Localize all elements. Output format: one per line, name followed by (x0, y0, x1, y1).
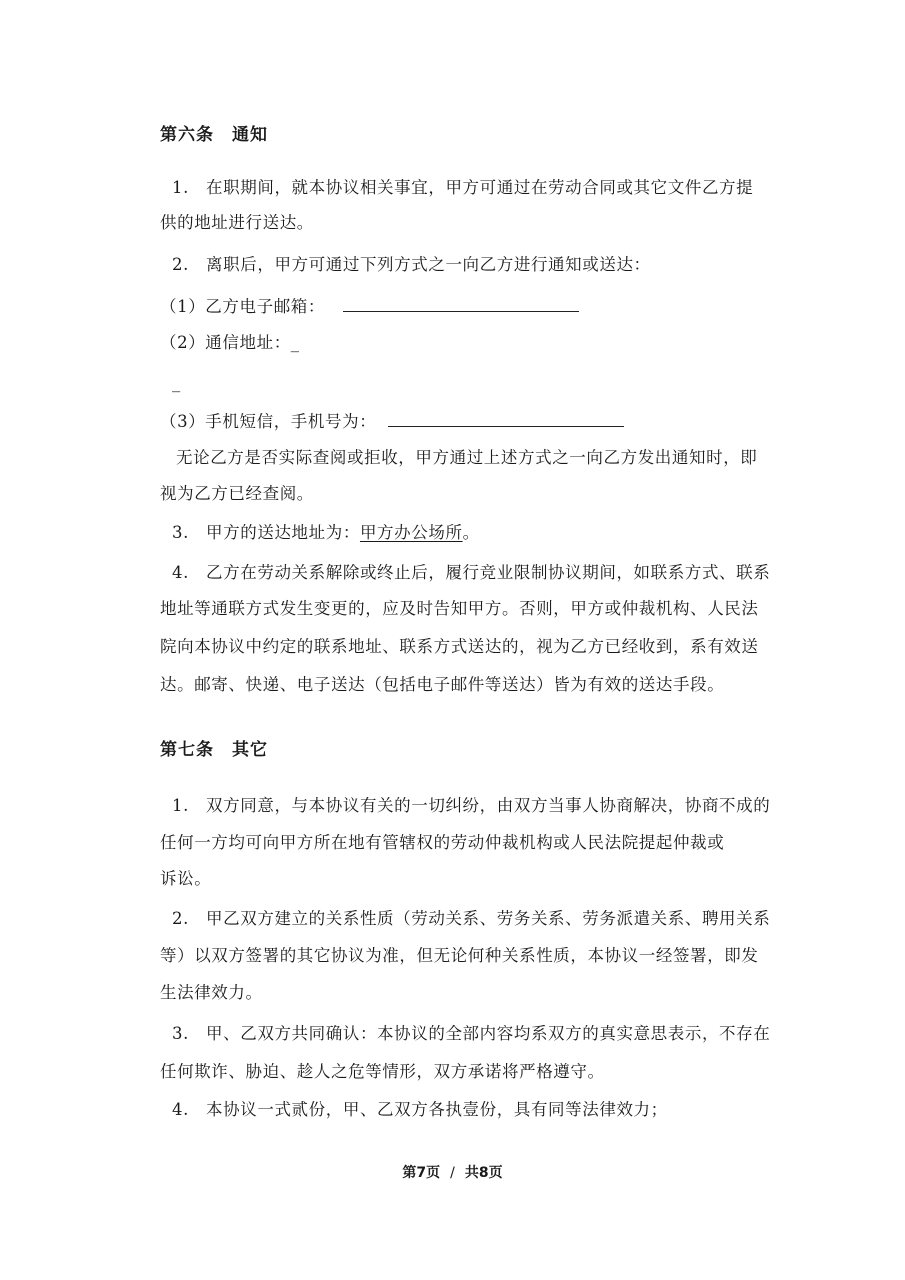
s6-opt2-label: （2）通信地址：_ (160, 333, 300, 352)
s6-opt1-label: （1）乙方电子邮箱： (160, 297, 325, 316)
s6-p4-line1: 4. 乙方在劳动关系解除或终止后，履行竞业限制协议期间，如联系方式、联系 (172, 563, 771, 582)
s6-p3 (172, 523, 480, 543)
s7-p1-line3: 诉讼。 (160, 869, 212, 888)
s6-opt2-cont: _ (172, 373, 181, 392)
section7-title: 第七条 其它 (160, 740, 268, 760)
page-separator: / (450, 1165, 455, 1181)
s6-note-line1: 无论乙方是否实际查阅或拒收，甲方通过上述方式之一向乙方发出通知时，即 (176, 448, 758, 467)
s6-p1-line1: 1. 在职期间，就本协议相关事宜，甲方可通过在劳动合同或其它文件乙方提 (172, 178, 754, 197)
s6-p1-line2: 供的地址进行送达。 (160, 213, 314, 232)
s6-opt3 (160, 410, 624, 432)
s7-p4: 4. 本协议一式贰份，甲、乙双方各执壹份，具有同等法律效力； (172, 1100, 668, 1119)
s7-p3-line1: 3. 甲、乙双方共同确认：本协议的全部内容均系双方的真实意思表示，不存在 (172, 1024, 771, 1043)
email-blank-line (343, 295, 579, 312)
s7-p2-line2: 等）以双方签署的其它协议为准，但无论何种关系性质，本协议一经签署，即发 (160, 946, 759, 965)
page-footer (0, 1162, 905, 1182)
s6-note-line2: 视为乙方已经查阅。 (160, 484, 314, 503)
s6-opt1 (160, 295, 579, 317)
s6-p4-line3: 院向本协议中约定的联系地址、联系方式送达的，视为乙方已经收到，系有效送 (160, 637, 759, 656)
s6-p2: 2. 离职后，甲方可通过下列方式之一向乙方进行通知或送达： (172, 255, 651, 274)
s6-p3-prefix: 3. 甲方的送达地址为： (172, 523, 360, 542)
s6-p3-address: 甲方办公场所 (359, 523, 463, 542)
page-number: 第7页 (402, 1165, 441, 1181)
s7-p1-line2: 任何一方均可向甲方所在地有管辖权的劳动仲裁机构或人民法院提起仲裁或 (160, 833, 725, 852)
page-total: 共8页 (464, 1165, 503, 1181)
s7-p3-line2: 任何欺诈、胁迫、趁人之危等情形，双方承诺将严格遵守。 (160, 1062, 605, 1081)
s7-p2-line1: 2. 甲乙双方建立的关系性质（劳动关系、劳务关系、劳务派遣关系、聘用关系 (172, 909, 771, 928)
s7-p2-line3: 生法律效力。 (160, 983, 263, 1002)
s6-opt3-label: （3）手机短信，手机号为： (160, 412, 377, 431)
s7-p1-line1: 1. 双方同意，与本协议有关的一切纠纷，由双方当事人协商解决，协商不成的 (172, 796, 771, 815)
s6-p4-line2: 地址等通联方式发生变更的，应及时告知甲方。否则，甲方或仲裁机构、人民法 (160, 599, 759, 618)
section6-title: 第六条 通知 (160, 125, 268, 145)
s6-p3-suffix: 。 (462, 523, 480, 542)
s6-p4-line4: 达。邮寄、快递、电子送达（包括电子邮件等送达）皆为有效的送达手段。 (160, 675, 725, 694)
phone-blank-line (388, 410, 624, 427)
